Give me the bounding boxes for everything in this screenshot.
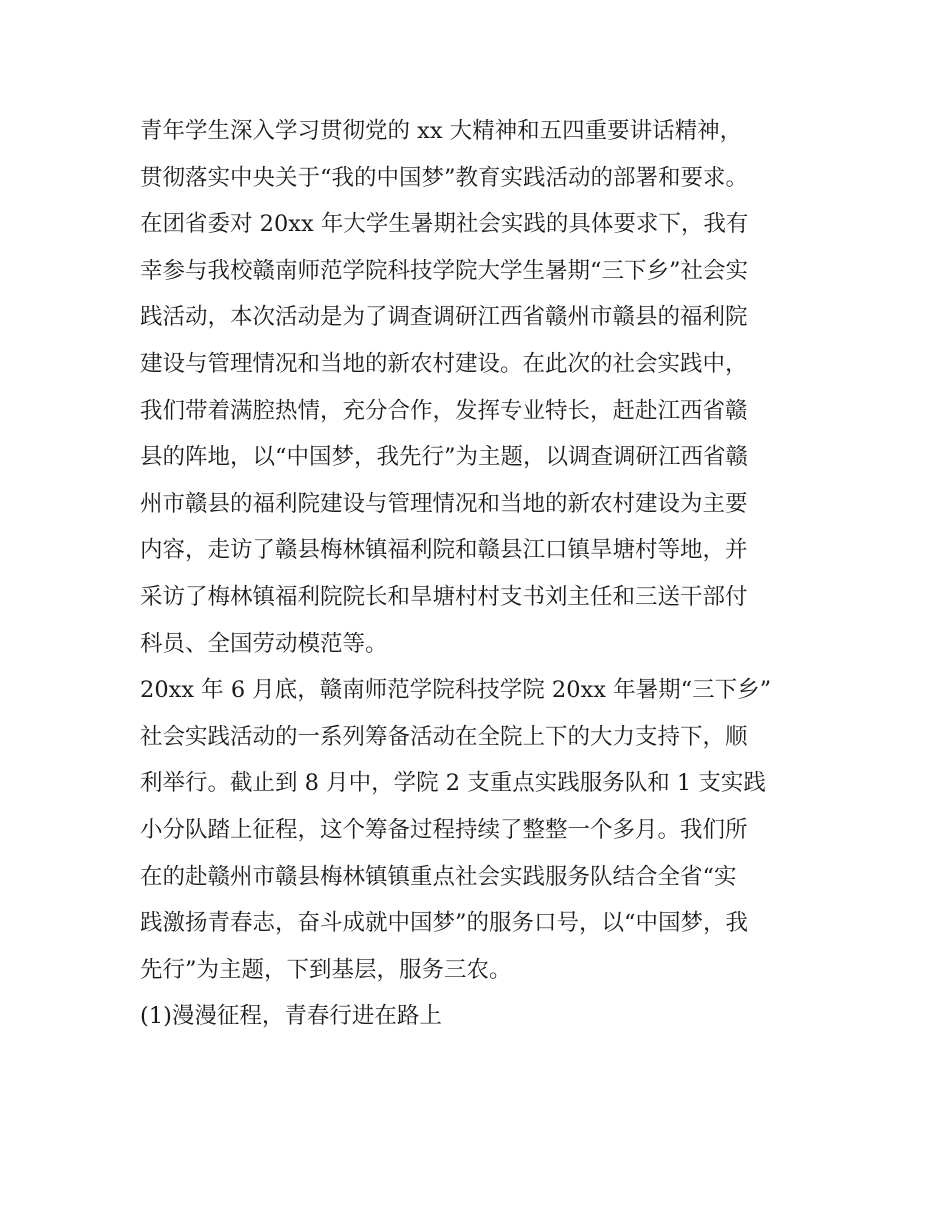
text-line: 利举行。截止到 8 月中，学院 2 支重点实践服务队和 1 支实践 [140,770,766,797]
text-line: 20xx 年 6 月底，赣南师范学院科技学院 20xx 年暑期“三下乡” [140,677,772,704]
text-line: 州市赣县的福利院建设与管理情况和当地的新农村建设为主要 [140,490,748,517]
text-line: 在的赴赣州市赣县梅林镇镇重点社会实践服务队结合全省“实 [140,863,737,890]
text-line: 幸参与我校赣南师范学院科技学院大学生暑期“三下乡”社会实 [140,257,749,284]
text-line: 践激扬青春志，奋斗成就中国梦”的服务口号，以“中国梦，我 [140,910,749,937]
text-line: 小分队踏上征程，这个筹备过程持续了整整一个多月。我们所 [140,816,748,843]
text-line: 先行”为主题，下到基层，服务三农。 [140,956,512,983]
text-line: 内容，走访了赣县梅林镇福利院和赣县江口镇旱塘村等地，并 [140,537,748,564]
text-line: 县的阵地，以“中国梦，我先行”为主题，以调查调研江西省赣 [140,444,749,471]
text-line: 贯彻落实中央关于“我的中国梦”教育实践活动的部署和要求。 [140,164,749,191]
text-line: 建设与管理情况和当地的新农村建设。在此次的社会实践中， [140,350,748,377]
text-line: 在团省委对 20xx 年大学生暑期社会实践的具体要求下，我有 [140,211,749,238]
text-line: 社会实践活动的一系列筹备活动在全院上下的大力支持下，顺 [140,723,748,750]
section-heading: (1)漫漫征程，青春行进在路上 [140,1003,442,1030]
text-line: 采访了梅林镇福利院院长和旱塘村村支书刘主任和三送干部付 [140,583,748,610]
text-line: 青年学生深入学习贯彻党的 xx 大精神和五四重要讲话精神， [140,118,743,144]
text-line: 践活动，本次活动是为了调查调研江西省赣州市赣县的福利院 [140,304,748,331]
text-line: 科员、全国劳动模范等。 [140,630,388,657]
text-line: 我们带着满腔热情，充分合作，发挥专业特长，赶赴江西省赣 [140,397,748,424]
document-body [140,108,820,1040]
